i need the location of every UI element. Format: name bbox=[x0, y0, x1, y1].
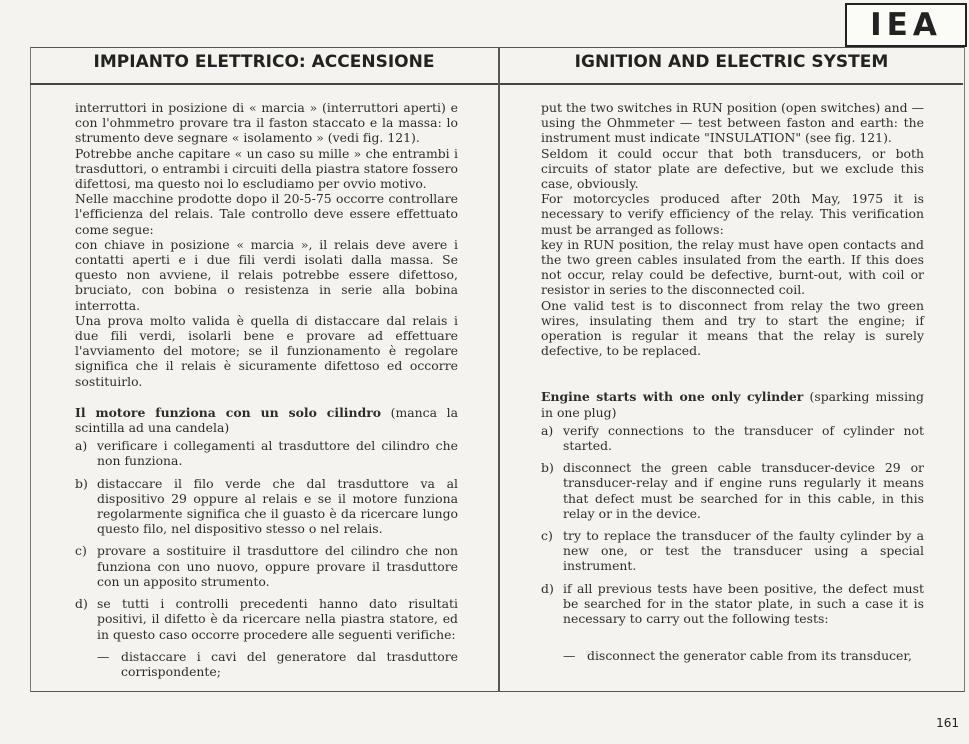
sub-list-item-text: distaccare i cavi del generatore dal trasduttore corrispondente; bbox=[121, 648, 458, 679]
list-item bbox=[541, 423, 924, 453]
dash-marker: — bbox=[97, 648, 110, 664]
paragraph: con chiave in posizione « marcia », il relais deve avere i contatti aperti e i due fili verdi isolati dalla massa. Se questo non avviene, il relais potrebbe essere difettoso, bruciato, con bobina o resistenza in serie alla bobina interrotta. bbox=[75, 236, 458, 313]
list-item-text: verify connections to the transducer of cylinder not started. bbox=[563, 422, 924, 454]
title-rule-right bbox=[500, 83, 963, 85]
list-item-label: c) bbox=[541, 528, 553, 544]
dash-marker: — bbox=[563, 648, 576, 664]
list-item-text: verificare i collegamenti al trasduttore del cilindro che non funziona. bbox=[97, 438, 458, 469]
paragraph: Nelle macchine prodotte dopo il 20-5-75 occorre controllare l'efficienza del relais. Tale controllo deve essere effettuato come segue: bbox=[75, 191, 458, 237]
list-item bbox=[541, 460, 924, 521]
title-rule-left bbox=[30, 83, 498, 85]
paragraph: Una prova molto valida è quella di distaccare dal relais i due fili verdi, isolarli bene e provare ad effettuare l'avviamento del motore; se il funzionamento è regolare significa che il relais è sicuramente difettoso ed occorre sostituirlo. bbox=[75, 312, 458, 389]
list-item bbox=[75, 543, 458, 589]
paragraph: interruttori in posizione di « marcia » (interruttori aperti) e con l'ohmmetro provare tra il faston staccato e la massa: lo strumento deve segnare « isolamento » (vedi fig. 121). bbox=[75, 100, 458, 146]
list-item-text: se tutti i controlli precedenti hanno dato risultati positivi, il difetto è da ricercare nella piastra statore, ed in questo caso occorre procedere alle seguenti verifiche: bbox=[97, 596, 458, 642]
list-item bbox=[541, 581, 924, 627]
list-item-text: try to replace the transducer of the faulty cylinder by a new one, or test the transducer using a special instrument. bbox=[563, 528, 924, 574]
english-section-title: IGNITION AND ELECTRIC SYSTEM bbox=[574, 52, 889, 72]
list-item-label: a) bbox=[541, 422, 554, 438]
list-item-label: b) bbox=[541, 460, 554, 476]
section-code-badge: IEA bbox=[845, 3, 967, 47]
list-item-text: if all previous tests have been positive, the defect must be searched for in the stator plate, in such a case it is necessary to carry out the following tests: bbox=[563, 580, 924, 627]
paragraph: put the two switches in RUN position (open switches) and — using the Ohmmeter — test between faston and earth: the instrument must indicate "INSULATION" (see fig. 121). bbox=[541, 100, 924, 146]
italian-column bbox=[75, 100, 458, 679]
list-item-label: d) bbox=[75, 596, 88, 612]
list-item-text: disconnect the green cable transducer-device 29 or transducer-relay and if engine runs regularly it means that defect must be searched for in this cable, in this relay or in the device. bbox=[563, 460, 924, 521]
paragraph: Seldom it could occur that both transducers, or both circuits of stator plate are defective, but we exclude this case, obviously. bbox=[541, 145, 924, 192]
list-item bbox=[541, 528, 924, 574]
paragraph: One valid test is to disconnect from relay the two green wires, insulating them and try to start the engine; if operation is regular it means that the relay is surely defective, to be replaced. bbox=[541, 297, 924, 359]
list-item-label: d) bbox=[541, 580, 554, 596]
list-item-label: c) bbox=[75, 543, 87, 559]
section-heading-rest: (manca la scintilla ad una candela) bbox=[75, 404, 458, 436]
list-item bbox=[75, 438, 458, 468]
italian-section-title: IMPIANTO ELETTRICO: ACCENSIONE bbox=[93, 52, 435, 72]
section-heading bbox=[541, 389, 924, 419]
list-item-label: a) bbox=[75, 438, 88, 454]
english-column bbox=[541, 100, 924, 664]
section-heading-rest: (sparking missing in one plug) bbox=[541, 389, 924, 420]
sub-list-item bbox=[75, 649, 458, 679]
section-heading bbox=[75, 405, 458, 435]
sub-list-item bbox=[541, 648, 924, 663]
page-number: 161 bbox=[936, 716, 959, 730]
section-heading-bold: Engine starts with one only cylinder bbox=[541, 389, 804, 405]
list-item-text: distaccare il filo verde che dal trasduttore va al dispositivo 29 oppure al relais e se il motore funziona regolarmente significa che il guasto è da ricercare lungo questo filo, nel dispositivo stesso o nel relais. bbox=[97, 475, 458, 537]
list-item-text: provare a sostituire il trasduttore del cilindro che non funziona con uno nuovo, oppure provare il trasduttore con un apposito strumento. bbox=[97, 543, 458, 589]
paragraph: For motorcycles produced after 20th May, 1975 it is necessary to verify efficiency of the relay. This verification must be arranged as follows: bbox=[541, 191, 924, 237]
sub-list-item-text: disconnect the generator cable from its transducer, bbox=[587, 648, 912, 664]
list-item bbox=[75, 596, 458, 642]
list-item bbox=[75, 476, 458, 537]
column-divider bbox=[498, 47, 500, 692]
paragraph: key in RUN position, the relay must have open contacts and the two green cables insulated from the earth. If this does not occur, relay could be defective, burnt-out, with coil or resistor in series to the disconnected coil. bbox=[541, 236, 924, 298]
list-item-label: b) bbox=[75, 475, 88, 491]
section-heading-bold: Il motore funziona con un solo cilindro bbox=[75, 404, 382, 420]
paragraph: Potrebbe anche capitare « un caso su mille » che entrambi i trasduttori, o entrambi i circuiti della piastra statore fossero difettosi, ma questo noi lo escludiamo per ovvio motivo. bbox=[75, 145, 458, 192]
